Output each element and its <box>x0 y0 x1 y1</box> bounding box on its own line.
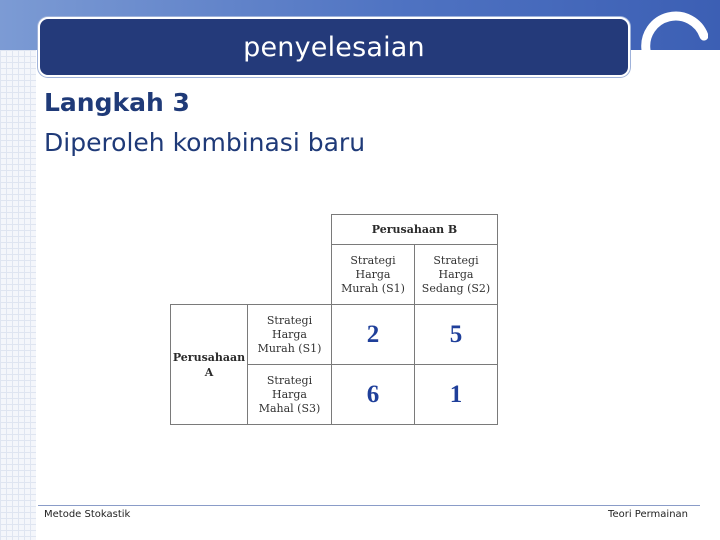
footer-left-text: Metode Stokastik <box>44 509 131 520</box>
payoff-value: 5 <box>449 320 463 348</box>
step-subheading: Diperoleh kombinasi baru <box>44 128 366 157</box>
footer-divider <box>38 505 700 506</box>
row-player-header <box>170 304 248 425</box>
col-strategy-1-line-1: Strategi <box>350 253 396 267</box>
payoff-matrix <box>170 214 500 426</box>
arc-decoration-icon <box>638 6 708 76</box>
col-strategy-1-line-3: Murah (S1) <box>341 281 405 295</box>
col-player-label: Perusahaan B <box>371 223 458 236</box>
payoff-cell <box>414 304 498 365</box>
payoff-value: 1 <box>449 380 463 408</box>
payoff-value: 2 <box>366 320 380 348</box>
row-strategy-1-line-1: Strategi <box>266 313 313 327</box>
col-player-header <box>331 214 498 245</box>
row-strategy-2-line-1: Strategi <box>266 373 313 387</box>
slide-title: penyelesaian <box>243 31 425 63</box>
title-bar <box>38 17 630 77</box>
step-heading: Langkah 3 <box>44 88 190 117</box>
row-strategy-2-line-2: Harga <box>271 387 307 401</box>
row-strategy-1-line-3: Murah (S1) <box>257 341 322 355</box>
payoff-cell <box>331 304 415 365</box>
row-strategy-2-line-3: Mahal (S3) <box>258 401 321 415</box>
footer-right-text: Teori Permainan <box>608 509 688 520</box>
payoff-cell <box>331 364 415 425</box>
col-strategy-2-line-3: Sedang (S2) <box>421 281 491 295</box>
left-grid-pattern <box>0 50 36 540</box>
row-strategy-1-line-2: Harga <box>271 327 307 341</box>
row-strategy-1 <box>247 304 332 365</box>
col-strategy-1-line-2: Harga <box>355 267 391 281</box>
col-strategy-2-line-2: Harga <box>438 267 474 281</box>
col-strategy-1 <box>331 244 415 305</box>
row-player-label: Perusahaan A <box>172 350 246 379</box>
payoff-value: 6 <box>366 380 380 408</box>
payoff-cell <box>414 364 498 425</box>
col-strategy-2-line-1: Strategi <box>433 253 479 267</box>
row-strategy-2 <box>247 364 332 425</box>
col-strategy-2 <box>414 244 498 305</box>
